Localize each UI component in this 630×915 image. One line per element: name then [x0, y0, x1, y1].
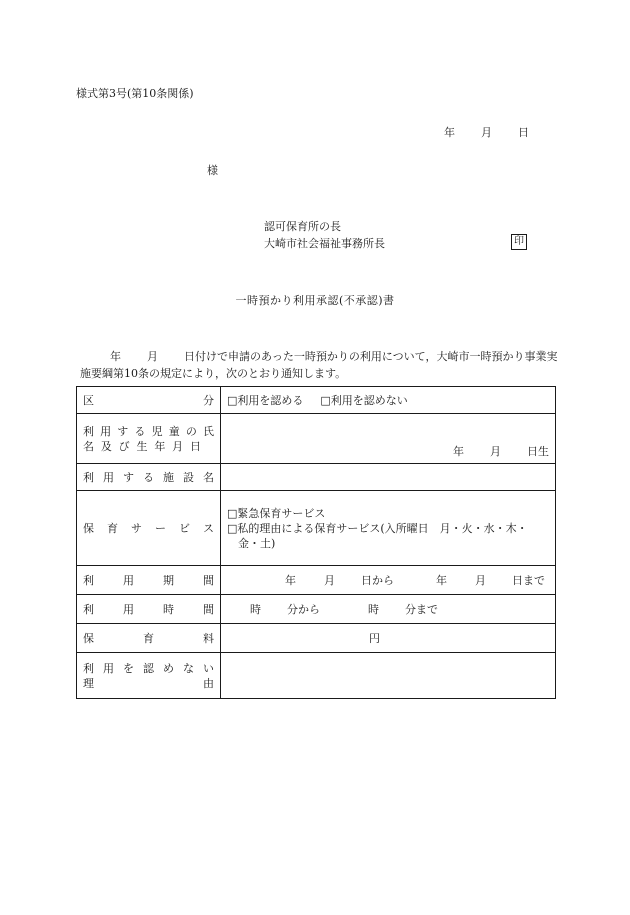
row-reason — [77, 653, 556, 699]
seal-stamp: 印 — [511, 234, 527, 250]
reason-label-cell — [77, 653, 221, 699]
time-label-cell — [77, 595, 221, 624]
body-text: 日付けで申請のあった一時預かりの利用について，大崎市一時預かり事業実施要綱第10条の規定により，次のとおり通知します。 — [80, 350, 558, 380]
fee-label-cell — [77, 624, 221, 653]
row-facility — [77, 464, 556, 491]
classification-label-cell — [77, 387, 221, 414]
service-label-cell — [77, 491, 221, 566]
facility-label: 利 用 す る 施 設 名 — [83, 471, 214, 484]
service-label: 保 育 サ ー ビ ス — [83, 522, 214, 535]
option-reject[interactable]: □利用を認めない — [320, 394, 408, 407]
classification-label: 区 分 — [83, 394, 214, 407]
option-approve[interactable]: □利用を認める — [227, 394, 304, 407]
row-period — [77, 566, 556, 595]
period-value[interactable]: 年 月 日から 年 月 日まで — [221, 566, 556, 595]
time-label: 利 用 時 間 — [83, 603, 214, 616]
facility-value[interactable] — [221, 464, 556, 491]
child-value[interactable] — [221, 414, 556, 464]
issue-date — [444, 124, 529, 140]
row-child — [77, 414, 556, 464]
facility-label-cell — [77, 464, 221, 491]
child-label: 利 用 す る 児 童 の 氏 名 及 び 生 年 月 日 — [83, 424, 214, 453]
time-value[interactable]: 時 分から 時 分まで — [221, 595, 556, 624]
date-year: 年 — [444, 126, 455, 139]
body-year: 年 — [110, 350, 121, 363]
recipient-honorific: 様 — [207, 164, 218, 177]
row-time — [77, 595, 556, 624]
service-option-private-cont: 金・土) — [238, 536, 276, 550]
fee-label: 保 育 料 — [83, 632, 214, 645]
period-label-cell — [77, 566, 221, 595]
date-day: 日 — [518, 126, 529, 139]
service-option-private[interactable]: □私的理由による保育サービス(入所曜日 月・火・水・木・ — [227, 521, 528, 535]
period-label: 利 用 期 間 — [83, 574, 214, 587]
approval-table — [76, 386, 556, 699]
child-label-cell — [77, 414, 221, 464]
service-value — [221, 491, 556, 566]
row-fee — [77, 624, 556, 653]
fee-value[interactable] — [221, 624, 556, 653]
form-number: 様式第3号(第10条関係) — [76, 87, 194, 100]
reason-value[interactable] — [221, 653, 556, 699]
document-title: 一時預かり利用承認(不承認)書 — [235, 294, 395, 307]
service-option-emergency[interactable]: □緊急保育サービス — [227, 506, 326, 520]
date-month: 月 — [481, 126, 492, 139]
classification-value — [221, 387, 556, 414]
issuer-line2: 大崎市社会福祉事務所長 — [264, 237, 385, 250]
body-paragraph — [80, 348, 560, 382]
birth-date: 年 月 日生 — [453, 445, 549, 458]
body-month: 月 — [147, 350, 158, 363]
row-classification — [77, 387, 556, 414]
fee-unit: 円 — [369, 632, 380, 645]
row-service — [77, 491, 556, 566]
issuer-line1: 認可保育所の長 — [264, 220, 341, 233]
reason-label: 利 用 を 認 め な い 理 由 — [83, 661, 214, 690]
